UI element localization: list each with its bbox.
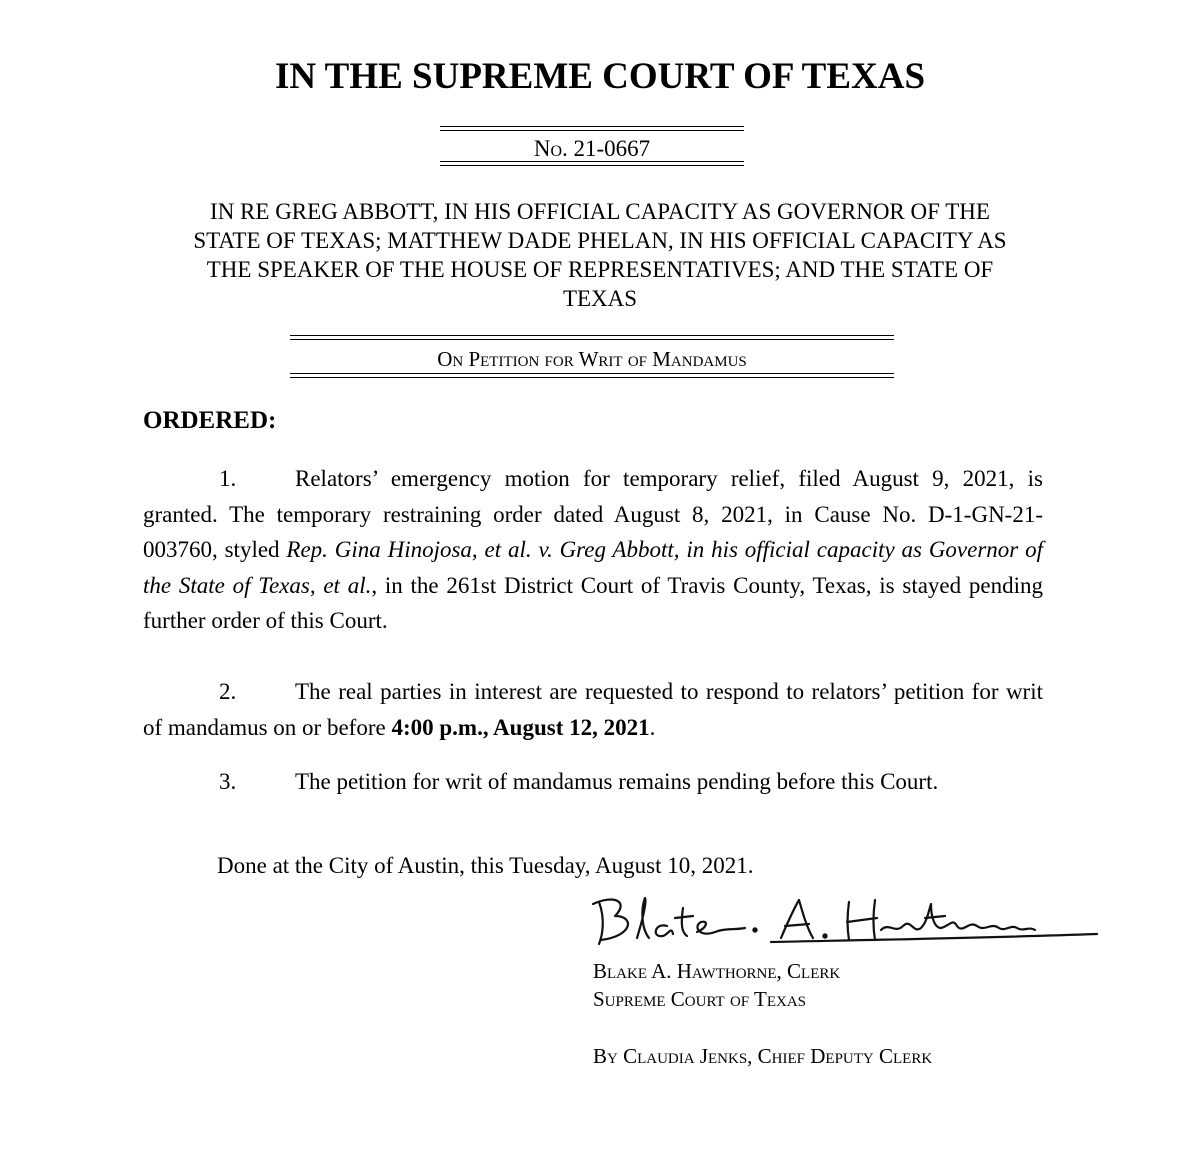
- order-item-text-cont: , in the 261st District Court of Travis County, Texas, is stayed pending further order of this Court.: [143, 572, 1044, 633]
- caption-line: TEXAS: [562, 286, 638, 311]
- order-item-text-cont: .: [649, 714, 656, 740]
- clerk-court: Supreme Court of Texas: [593, 987, 807, 1011]
- clerk-name-title: Blake A. Hawthorne, Clerk: [593, 959, 841, 983]
- docket-bottom-rule-2: [440, 165, 744, 166]
- docket-number-value: . 21-0667: [562, 136, 651, 161]
- caption-line: STATE OF TEXAS; MATTHEW DADE PHELAN, IN HIS OFFICIAL CAPACITY AS: [193, 228, 1007, 253]
- order-item-2: [143, 674, 1043, 745]
- clerk-signature: [585, 888, 1105, 958]
- petition-top-rule-2: [290, 339, 894, 340]
- docket-top-rule-2: [440, 130, 744, 131]
- caption-line: IN RE GREG ABBOTT, IN HIS OFFICIAL CAPACITY AS GOVERNOR OF THE: [210, 199, 990, 224]
- docket-top-rule-1: [440, 126, 744, 127]
- court-title: IN THE SUPREME COURT OF TEXAS: [274, 56, 926, 97]
- case-caption: [120, 197, 1080, 313]
- order-item-1: [143, 461, 1043, 639]
- docket-prefix: No: [533, 136, 562, 161]
- done-line: Done at the City of Austin, this Tuesday, August 10, 2021.: [217, 853, 754, 878]
- docket-number: [440, 135, 744, 163]
- case-name: Rep. Gina Hinojosa, et al. v. Greg Abbott, in his official capacity as Governor of the State of Texas, et al.: [143, 537, 1043, 598]
- docket-bottom-rule-1: [440, 161, 744, 162]
- deputy-clerk-line: By Claudia Jenks, Chief Deputy Clerk: [593, 1044, 933, 1068]
- response-deadline: 4:00 p.m., August 12, 2021: [391, 714, 650, 740]
- ordered-heading: ORDERED:: [143, 407, 277, 434]
- petition-bottom-rule-1: [290, 373, 894, 374]
- petition-top-rule-1: [290, 335, 894, 336]
- order-item-text: Relators’ emergency motion for temporary relief, filed August 9, 2021, is granted. The temporary restraining order dated August 8, 2021, in Cause No. D-1-GN-21-003760, styled: [143, 466, 1043, 562]
- order-item-text: The petition for writ of mandamus remains pending before this Court.: [295, 769, 939, 794]
- caption-line: THE SPEAKER OF THE HOUSE OF REPRESENTATIVES; AND THE STATE OF: [206, 257, 994, 282]
- order-item-number: 2.: [219, 679, 237, 704]
- clerk-block: [593, 957, 840, 1013]
- petition-heading: On Petition for Writ of Mandamus: [437, 347, 747, 371]
- order-item-3: [143, 764, 1043, 800]
- order-item-number: 3.: [219, 769, 237, 794]
- order-item-text: The real parties in interest are requested to respond to relators’ petition for writ of mandamus on or before: [143, 679, 1043, 740]
- petition-bottom-rule-2: [290, 377, 894, 378]
- order-item-number: 1.: [219, 466, 237, 491]
